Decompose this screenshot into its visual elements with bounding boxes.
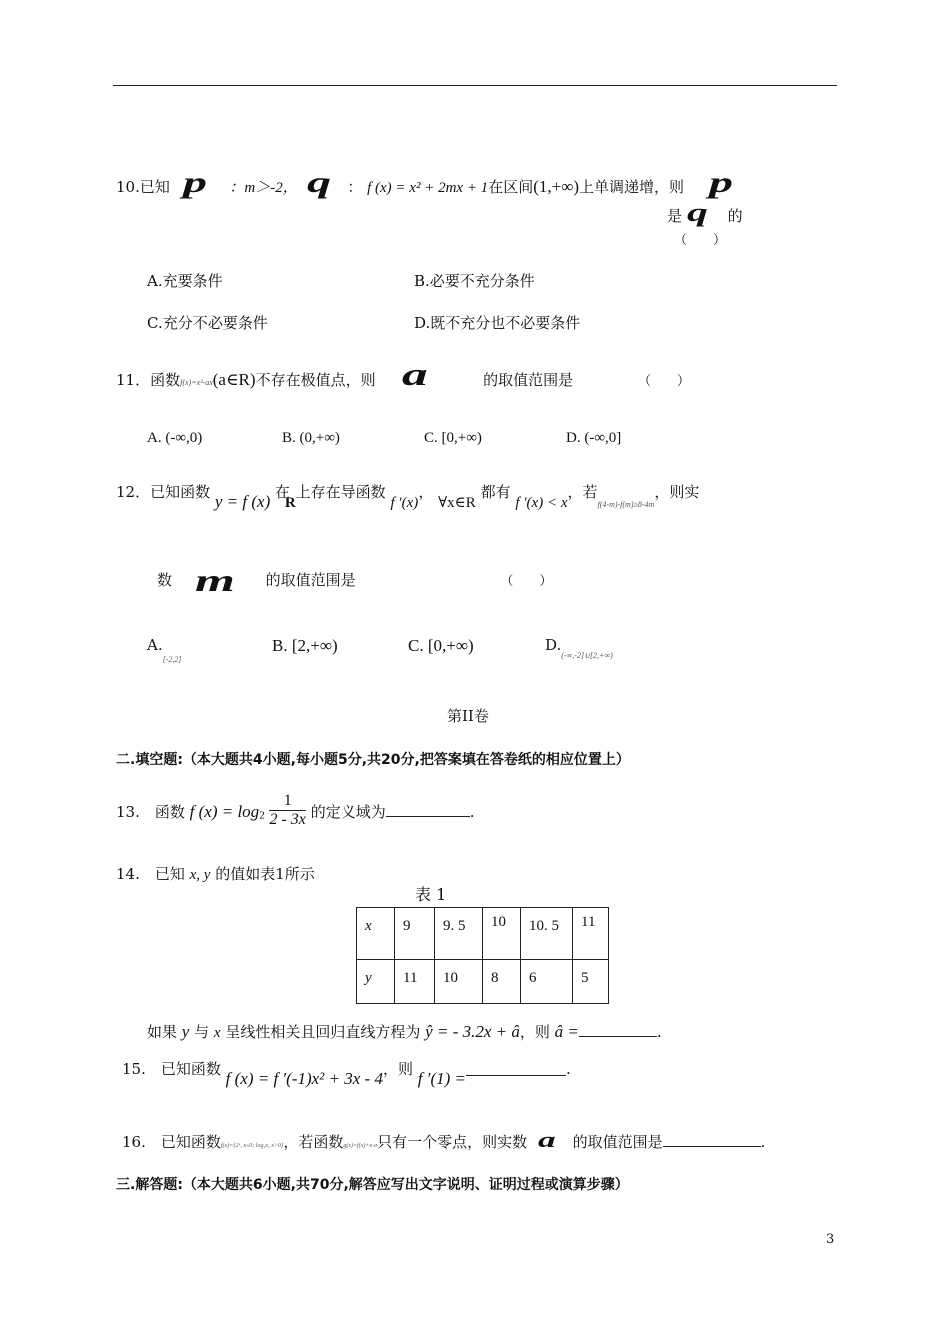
q12-text5: ，若	[567, 483, 598, 501]
var-p-2: p	[708, 166, 735, 199]
question-14-followup	[147, 1021, 662, 1042]
q14-equation: ŷ = - 3.2x + â	[425, 1022, 520, 1041]
q13-fraction	[269, 792, 305, 829]
question-16-line	[122, 1127, 765, 1153]
q12-cond: f(4-m)-f(m)≥8-4m	[597, 500, 655, 509]
q16-text3: 的取值范围是	[572, 1133, 663, 1151]
q11-paren: （ ）	[637, 374, 690, 389]
q12-line2-b: 的取值范围是	[265, 571, 356, 589]
question-12-line2	[157, 556, 553, 598]
var-q: q	[306, 166, 333, 199]
table-cell: 9	[395, 908, 435, 960]
q10-text2: 上单调递增，则	[578, 178, 684, 196]
q12-ineq: f ′(x) < x	[515, 495, 568, 511]
q13-text: 的定义域为	[310, 802, 386, 821]
q15-answer-blank[interactable]	[466, 1071, 566, 1076]
q15-func: f (x) = f ′(-1)x² + 3x - 4	[225, 1069, 383, 1088]
q11-text2: 的取值范围是	[483, 371, 574, 389]
q12-text2: 上存在导函数	[295, 483, 386, 501]
var-a-2: a	[537, 1127, 558, 1152]
q12-paren: （ ）	[500, 574, 553, 589]
q10-option-d[interactable]: D.既不充分也不必要条件	[414, 314, 581, 332]
table-cell: 11	[395, 960, 435, 1004]
q12-text1: 在	[275, 483, 291, 501]
table-cell: 10	[435, 960, 483, 1004]
q12-option-d-label: D.	[545, 636, 562, 654]
data-table	[356, 907, 609, 1004]
solve-header: 三.解答题:（本大题共6小题,共70分,解答应写出文字说明、证明过程或演算步骤）	[116, 1177, 629, 1193]
q10-line2-a: 是	[667, 207, 683, 225]
colon: ：	[347, 178, 363, 196]
q15-text: ，则	[382, 1060, 413, 1078]
table-row-x	[357, 908, 609, 960]
q10-option-b[interactable]: B.必要不充分条件	[414, 272, 535, 290]
interval: (1,+∞)	[533, 177, 579, 196]
q15-ask: f ′(1) =	[417, 1069, 466, 1088]
cond-p: ：m＞-2，	[229, 180, 298, 196]
q14-answer-blank[interactable]	[579, 1022, 657, 1037]
q12-line2-a: 数	[157, 571, 173, 589]
section-2-title: 第II卷	[447, 707, 489, 725]
q10-lead: 10.已知	[116, 178, 170, 196]
q13-lead: 13. 函数	[116, 802, 185, 821]
question-10-line1	[116, 166, 735, 200]
q16-text2: 只有一个零点，则实数	[377, 1133, 528, 1151]
question-15-line	[122, 1058, 571, 1088]
question-11-line	[116, 356, 690, 393]
question-13-line	[116, 792, 474, 829]
q12-option-a-label: A.	[147, 636, 163, 654]
q12-func: y = f (x)	[214, 492, 271, 511]
q14-follow-b: 与	[194, 1023, 210, 1041]
q11-domain: (a∈R)	[212, 370, 256, 389]
func-fx: f (x) = x² + 2mx + 1	[367, 180, 489, 196]
q11-option-b[interactable]: B. (0,+∞)	[282, 430, 340, 446]
q11-option-a[interactable]: A. (-∞,0)	[147, 430, 203, 446]
q13-denominator: 2 - 3x	[269, 811, 306, 828]
q14-end: .	[656, 1023, 662, 1041]
q16-lead: 16. 已知函数	[122, 1133, 221, 1151]
q12-option-a-value: [-2,2]	[162, 655, 182, 664]
q12-deriv: f ′(x)	[390, 495, 419, 511]
q15-end: .	[566, 1060, 571, 1078]
q13-numerator: 1	[269, 792, 305, 811]
q13-end: .	[469, 802, 475, 821]
q15-lead: 15. 已知函数	[122, 1060, 221, 1078]
q14-follow-a: 如果	[147, 1023, 178, 1041]
q11-option-c[interactable]: C. [0,+∞)	[424, 430, 482, 446]
table-cell: 5	[573, 960, 609, 1004]
q14-follow-c: 呈线性相关且回归直线方程为	[225, 1023, 421, 1041]
header-rule	[113, 85, 837, 86]
q10-option-a[interactable]: A.充要条件	[147, 272, 223, 290]
question-10-line2	[667, 198, 743, 228]
q16-end: .	[760, 1133, 766, 1151]
q12-option-a[interactable]	[147, 636, 182, 664]
q16-g-func: g(x)=f(x)+x-a	[343, 1143, 378, 1149]
q14-follow-d: ，则	[519, 1023, 550, 1041]
q11-option-d[interactable]: D. (-∞,0]	[566, 430, 622, 446]
fill-blank-header: 二.填空题:（本大题共4小题,每小题5分,共20分,把答案填在答卷纸的相应位置上）	[116, 752, 630, 768]
q12-option-b[interactable]: B. [2,+∞)	[272, 636, 338, 655]
table-cell: 10	[483, 908, 521, 960]
table-x-label: x	[357, 908, 395, 960]
table-row-y	[357, 960, 609, 1004]
q13-func: f (x) = log	[189, 801, 260, 821]
q12-R: R	[284, 495, 296, 511]
q12-text3: ，	[418, 483, 434, 501]
page-number: 3	[826, 1232, 835, 1247]
q10-paren: （ ）	[674, 233, 727, 248]
q14-follow-x: x	[213, 1025, 221, 1041]
table-cell: 10. 5	[521, 908, 573, 960]
q13-answer-blank[interactable]	[386, 802, 470, 817]
q12-text4: 都有	[480, 483, 511, 501]
q14-lead: 14. 已知	[116, 865, 185, 883]
question-14-line	[116, 863, 315, 884]
q12-text6: ，则实	[654, 483, 700, 501]
q10-text1: 在区间	[488, 178, 534, 196]
var-m: m	[194, 562, 237, 598]
var-p: p	[182, 166, 209, 199]
q14-ahat: â =	[554, 1022, 579, 1041]
table-cell: 9. 5	[435, 908, 483, 960]
q11-text1: 不存在极值点，则	[255, 371, 376, 389]
q12-option-d-value: (-∞,-2]∪[2,+∞)	[561, 651, 613, 660]
q14-follow-y: y	[181, 1022, 190, 1041]
q14-text: 的值如表1所示	[215, 865, 315, 883]
table-cell: 11	[573, 908, 609, 960]
q14-vars: x, y	[189, 867, 211, 883]
table-cell: 8	[483, 960, 521, 1004]
table-caption: 表 1	[415, 885, 447, 904]
q12-forall: ∀x∈R	[438, 495, 476, 511]
q12-option-c[interactable]: C. [0,+∞)	[408, 636, 474, 655]
q11-lead: 11．函数	[116, 371, 181, 389]
q10-line2-b: 的	[727, 207, 743, 225]
q11-func: f(x)=x³-ax	[180, 378, 213, 387]
q12-lead: 12．已知函数	[116, 483, 211, 501]
q10-option-c[interactable]: C.充分不必要条件	[147, 314, 268, 332]
var-q-2: q	[686, 198, 710, 227]
table-y-label: y	[357, 960, 395, 1004]
q16-answer-blank[interactable]	[663, 1132, 761, 1147]
q13-log-base: 2	[259, 809, 265, 822]
var-a: a	[402, 356, 430, 392]
q16-text1: ，若函数	[283, 1133, 344, 1151]
table-cell: 6	[521, 960, 573, 1004]
q16-func: f(x)={2ˣ, x≤0; log₂x, x>0}	[220, 1143, 284, 1149]
